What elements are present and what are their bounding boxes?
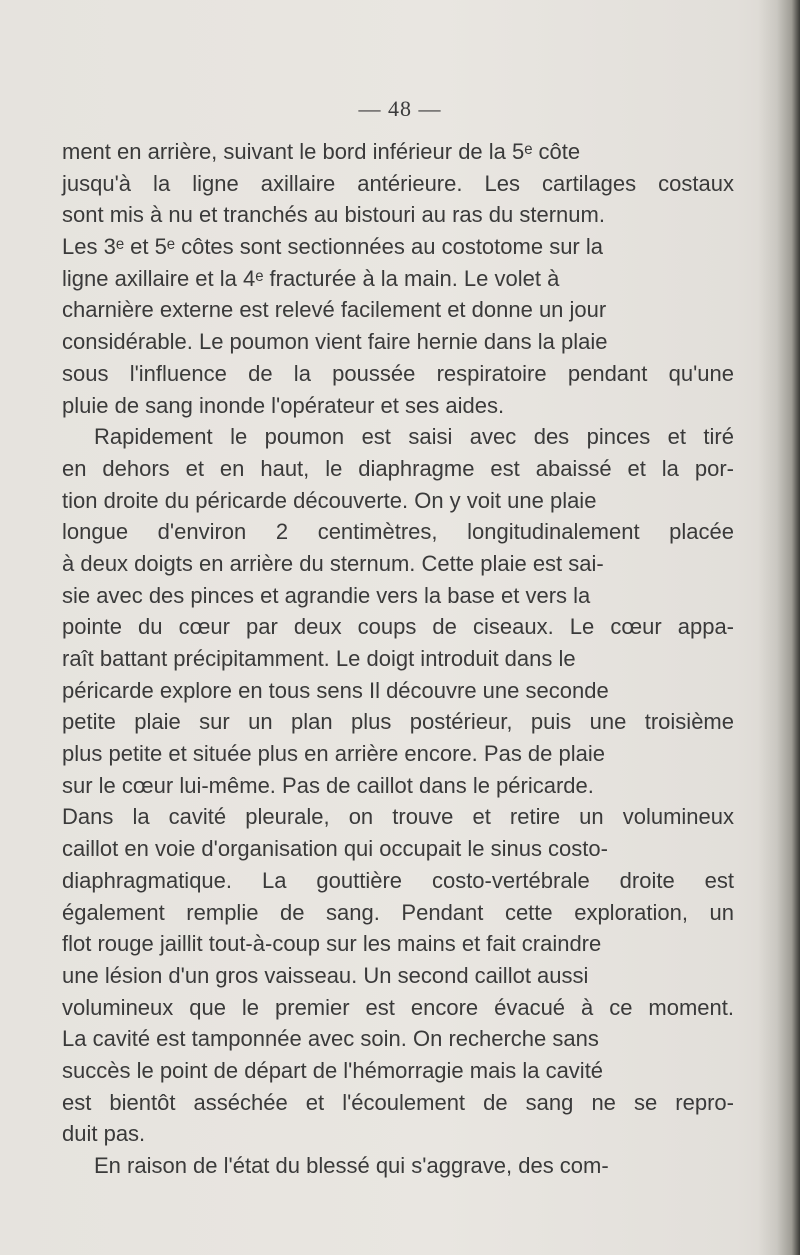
text-line: ligne axillaire et la 4ᵉ fracturée à la main. Le volet à bbox=[62, 265, 560, 291]
text-line: pointe du cœur par deux coups de ciseaux. Le cœur appa- bbox=[62, 614, 734, 640]
text-line: sie avec des pinces et agrandie vers la base et vers la bbox=[62, 582, 591, 608]
text-line: flot rouge jaillit tout-à-coup sur les mains et fait craindre bbox=[62, 931, 602, 957]
body-text bbox=[62, 136, 734, 1182]
text-line: ment en arrière, suivant le bord inférieur de la 5ᵉ côte bbox=[62, 139, 581, 164]
text-line: sous l'influence de la poussée respiratoire pendant qu'une bbox=[62, 360, 734, 386]
text-line: jusqu'à la ligne axillaire antérieure. Les cartilages costaux bbox=[62, 170, 734, 196]
page-edge-shadow bbox=[758, 0, 800, 1255]
text-line: à deux doigts en arrière du sternum. Cette plaie est sai- bbox=[62, 550, 604, 576]
text-line: duit pas. bbox=[62, 1121, 146, 1147]
text-line: également remplie de sang. Pendant cette exploration, un bbox=[62, 899, 734, 925]
text-line: une lésion d'un gros vaisseau. Un second caillot aussi bbox=[62, 962, 589, 988]
text-line: raît battant précipitamment. Le doigt introduit dans le bbox=[62, 646, 576, 671]
page-number: — 48 — bbox=[358, 96, 442, 121]
text-line: en dehors et en haut, le diaphragme est abaissé et la por- bbox=[62, 455, 734, 481]
text-line: considérable. Le poumon vient faire hernie dans la plaie bbox=[62, 329, 608, 355]
text-line: Dans la cavité pleurale, on trouve et retire un volumineux bbox=[62, 804, 734, 830]
text-line: longue d'environ 2 centimètres, longitudinalement placée bbox=[62, 519, 734, 545]
text-line: sont mis à nu et tranchés au bistouri au ras du sternum. bbox=[62, 202, 605, 228]
text-line: succès le point de départ de l'hémorragie mais la cavité bbox=[62, 1057, 604, 1083]
text-line: tion droite du péricarde découverte. On y voit une plaie bbox=[62, 487, 597, 513]
text-line: est bientôt asséchée et l'écoulement de sang ne se repro- bbox=[62, 1089, 734, 1115]
text-line: La cavité est tamponnée avec soin. On recherche sans bbox=[62, 1026, 599, 1052]
text-line: Les 3ᵉ et 5ᵉ côtes sont sectionnées au costotome sur la bbox=[62, 234, 603, 260]
text-line: caillot en voie d'organisation qui occupait le sinus costo- bbox=[62, 836, 608, 862]
text-line: volumineux que le premier est encore évacué à ce moment. bbox=[62, 994, 734, 1020]
text-line: petite plaie sur un plan plus postérieur, puis une troisième bbox=[62, 709, 734, 735]
text-line: péricarde explore en tous sens Il découvre une seconde bbox=[62, 677, 609, 703]
text-line: pluie de sang inonde l'opérateur et ses aides. bbox=[62, 392, 505, 418]
text-line: diaphragmatique. La gouttière costo-vertébrale droite est bbox=[62, 867, 734, 893]
text-line: charnière externe est relevé facilement et donne un jour bbox=[62, 297, 607, 323]
text-line: plus petite et située plus en arrière encore. Pas de plaie bbox=[62, 741, 605, 767]
paragraph-start-line: Rapidement le poumon est saisi avec des pinces et tiré bbox=[94, 424, 734, 450]
text-line: sur le cœur lui-même. Pas de caillot dans le péricarde. bbox=[62, 772, 594, 798]
paragraph-start-line: En raison de l'état du blessé qui s'aggrave, des com- bbox=[94, 1153, 609, 1178]
